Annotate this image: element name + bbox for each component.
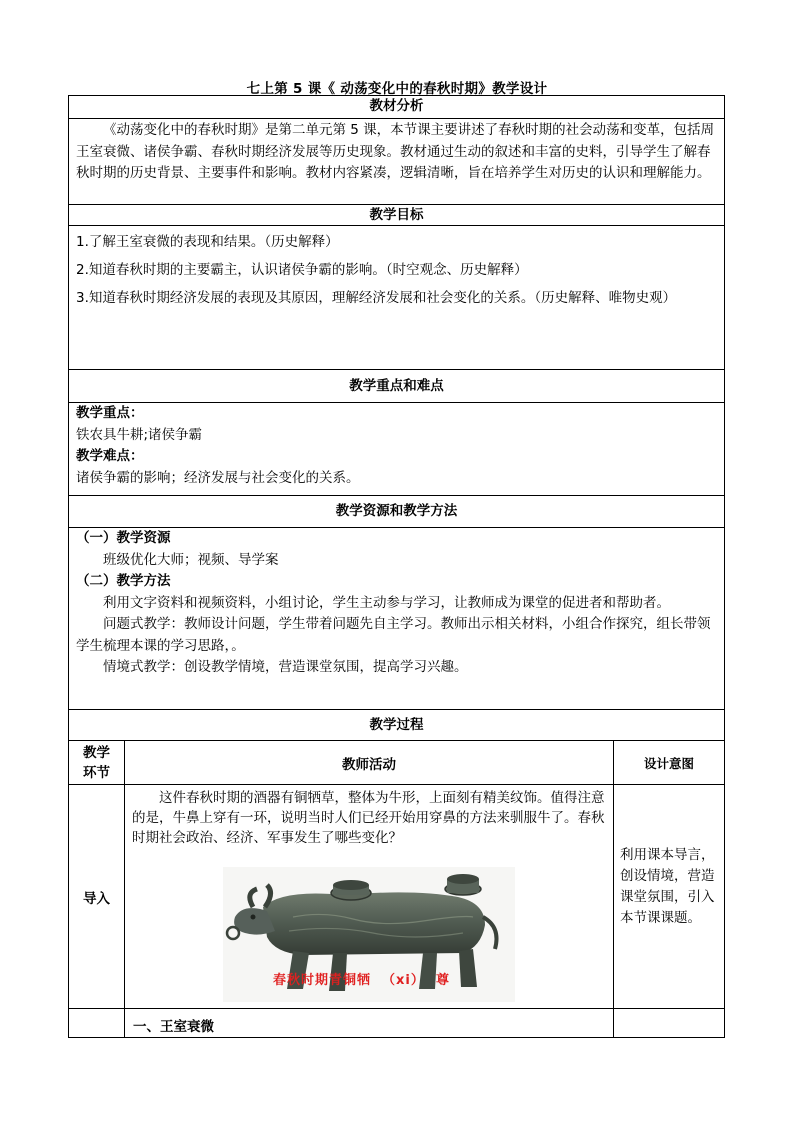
objective-item: 2.知道春秋时期的主要霸主，认识诸侯争霸的影响。（时空观念、历史解释） bbox=[76, 262, 528, 278]
methods-label: （二）教学方法 bbox=[76, 573, 171, 589]
column-header-teacher: 教师活动 bbox=[125, 741, 614, 784]
difficulty-text: 诸侯争霸的影响；经济发展与社会变化的关系。 bbox=[76, 469, 360, 486]
section1-heading: 一、王室衰微 bbox=[133, 1019, 214, 1035]
section-header-textbook-analysis bbox=[69, 96, 724, 118]
resources-body bbox=[69, 527, 724, 709]
section-heading: 教学目标 bbox=[369, 207, 424, 223]
document-title: 七上第 5 课《 动荡变化中的春秋时期》教学设计 bbox=[246, 81, 548, 97]
difficulty-label: 教学难点： bbox=[76, 448, 144, 464]
section-header-resources bbox=[69, 495, 724, 527]
resources-text: 班级优化大师；视频、导学案 bbox=[103, 551, 279, 568]
section-header-objectives bbox=[69, 204, 724, 225]
objectives-body bbox=[69, 225, 724, 369]
method-paragraph: 利用文字资料和视频资料，小组讨论，学生主动参与学习，让教师成为课堂的促进者和帮助者。 bbox=[103, 594, 670, 611]
analysis-paragraph: 《动荡变化中的春秋时期》是第二单元第 5 课，本节课主要讲述了春秋时期的社会动荡和变革，包括周王室衰微、诸侯争霸、春秋时期经济发展等历史现象。教材通过生动的叙述和丰富的史料，引导学生了解春秋时期的历史背景、主要事件和影响。教材内容紧凑，逻辑清晰，旨在培养学生对历史的认识和理解能力。 bbox=[76, 122, 715, 181]
section-heading: 教材分析 bbox=[369, 98, 424, 114]
process-column-headers bbox=[69, 740, 724, 784]
section-header-process bbox=[69, 709, 724, 740]
textbook-analysis-body bbox=[69, 118, 724, 204]
intro-teacher-text: 这件春秋时期的酒器有铜牺草，整体为牛形，上面刻有精美纹饰。值得注意的是，牛鼻上穿有一环，说明当时人们已经开始用穿鼻的方法来驯服牛了。春秋时期社会政治、经济、军事发生了哪些变化？ bbox=[132, 790, 605, 846]
teacher-cell-intro bbox=[125, 785, 614, 1008]
focus-label: 教学重点： bbox=[76, 405, 144, 421]
column-header-intent: 设计意图 bbox=[643, 755, 694, 771]
key-points-body bbox=[69, 402, 724, 495]
stage-cell-intro: 导入 bbox=[69, 785, 125, 1008]
objective-item: 3.知道春秋时期经济发展的表现及其原因，理解经济发展和社会变化的关系。（历史解释、唯物史观） bbox=[76, 290, 677, 306]
resources-label: （一）教学资源 bbox=[76, 530, 171, 546]
method-paragraph: 问题式教学：教师设计问题，学生带着问题先自主学习。教师出示相关材料，小组合作探究，组长带领学生梳理本课的学习思路，。 bbox=[76, 616, 711, 654]
intent-cell-section1 bbox=[614, 1009, 724, 1037]
intent-cell-intro: 利用课本导言，创设情境，营造课堂氛围，引入本节课课题。 bbox=[620, 847, 715, 926]
section-heading: 教学资源和教学方法 bbox=[335, 503, 458, 519]
lesson-plan-table bbox=[68, 95, 725, 1038]
image-caption: 春秋时期青铜牺 （xi） 尊 bbox=[273, 973, 450, 988]
objective-item: 1.了解王室衰微的表现和结果。（历史解释） bbox=[76, 234, 339, 250]
process-row-section1 bbox=[69, 1008, 724, 1037]
section-header-key-points bbox=[69, 369, 724, 402]
focus-text: 铁农具牛耕;诸侯争霸 bbox=[76, 426, 203, 443]
method-paragraph: 情境式教学：创设教学情境，营造课堂氛围，提高学习兴趣。 bbox=[103, 659, 468, 675]
teacher-cell-section1 bbox=[125, 1009, 614, 1037]
process-row-intro bbox=[69, 784, 724, 1008]
section-heading: 教学过程 bbox=[369, 717, 424, 733]
column-header-stage: 教学环节 bbox=[69, 741, 125, 784]
section-heading: 教学重点和难点 bbox=[349, 378, 444, 394]
stage-cell-section1 bbox=[69, 1009, 125, 1037]
